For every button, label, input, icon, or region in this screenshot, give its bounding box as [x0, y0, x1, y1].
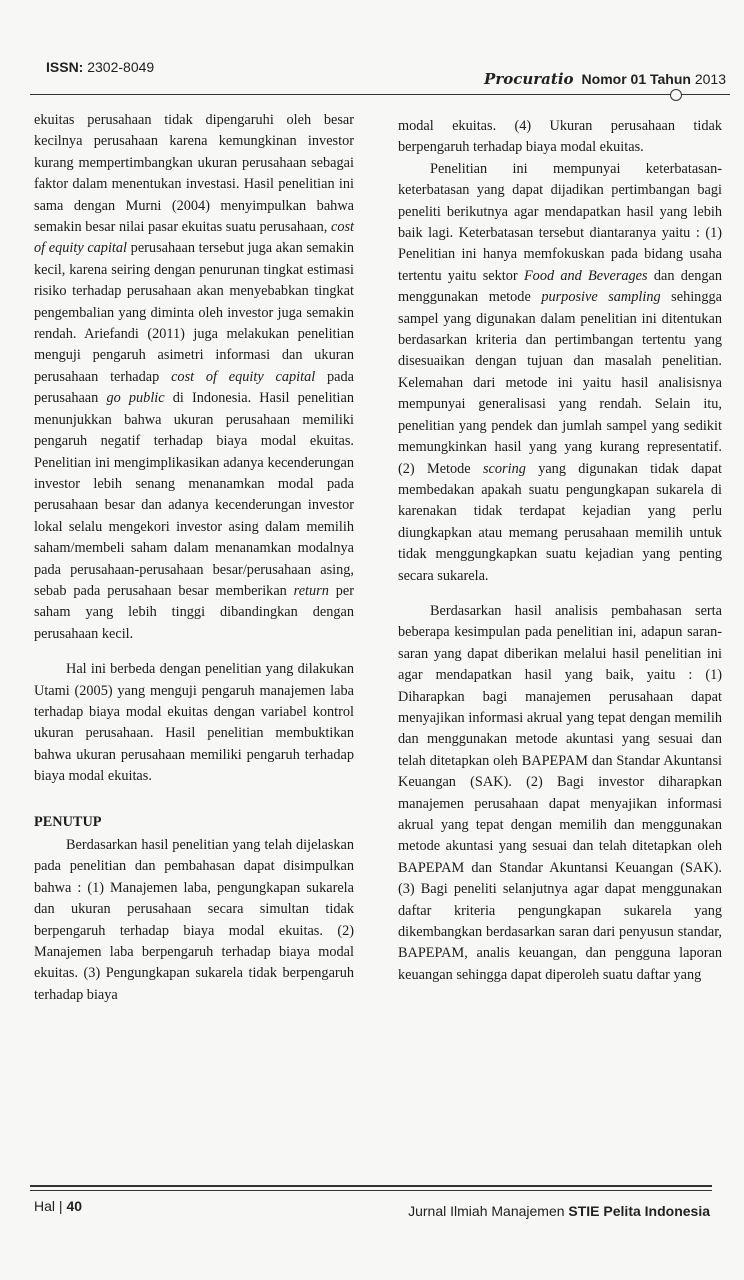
left-paragraph-2: Hal ini berbeda dengan penelitian yang dilakukan Utami (2005) yang menguji pengaruh manajemen laba terhadap biaya modal ekuitas dengan variabel kontrol ukuran perusahaan. Hasil penelitian membuktikan bahwa ukuran perusahaan memiliki pengaruh terhadap biaya modal ekuitas.: [34, 661, 354, 785]
section-heading-penutup: PENUTUP: [34, 813, 102, 830]
issn-value: 2302-8049: [87, 59, 155, 75]
issn-label: ISSN:: [46, 59, 84, 75]
issn: [46, 59, 154, 75]
journal-header: [484, 70, 726, 88]
right-paragraph-3: Berdasarkan hasil analisis pembahasan serta beberapa kesimpulan pada penelitian ini, adapun saran-saran yang dapat diberikan melalui hasil penelitian ini agar mendapatkan hasil yang baik, yaitu : (1) Diharapkan bagi manajemen perusahaan dapat menyajikan informasi akrual yang tepat dengan memilih dan menggunakan metode akuntasi yang sesuai dan telah ditetapkan oleh BAPEPAM dan Standar Akuntansi Keuangan (SAK). (2) Bagi investor diharapkan manajemen perusahaan dapat menyajikan informasi akrual yang tepat dengan memilih dan menggunakan metode akuntasi yang sesuai dan telah ditetapkan oleh BAPEPAM dan Standar Akuntansi Keuangan (SAK). (3) Bagi peneliti selanjutnya agar dapat menggunakan daftar kriteria pengungkapan sukarela yang dikembangkan berdasarkan saran dari penyusun standar, BAPEPAM, analis keuangan, dan pengguna laporan keuangan sehingga dapat diperoleh suatu daftar yang: [398, 602, 722, 983]
right-paragraph-1: modal ekuitas. (4) Ukuran perusahaan tidak berpengaruh terhadap biaya modal ekuitas.: [398, 118, 722, 156]
footer-journal-name: Jurnal Ilmiah Manajemen STIE Pelita Indonesia: [408, 1203, 710, 1219]
left-paragraph-1: ekuitas perusahaan tidak dipengaruhi oleh besar kecilnya perusahaan karena kemungkinan investor kurang mempertimbangkan ukuran perusahaan sebagai faktor dalam menentukan investasi. Hasil penelitian ini sama dengan Murni (2004) menyimpulkan bahwa semakin besar nilai pasar ekuitas suatu perusahaan, cost of equity capital perusahaan tersebut juga akan semakin kecil, karena seiring dengan penurunan tingkat estimasi risiko terhadap perusahaan akan menyebabkan tingkat pengembalian yang diminta oleh investor juga semakin rendah. Ariefandi (2011) juga melakukan penelitian menguji pengaruh asimetri informasi dan ukuran perusahaan terhadap cost of equity capital pada perusahaan go public di Indonesia. Hasil penelitian menunjukkan bahwa ukuran perusahaan memiliki pengaruh negatif terhadap biaya modal ekuitas. Penelitian ini mengimplikasikan adanya kecenderungan investor lebih senang menanamkan modal pada perusahaan besar dan adanya kecenderungan investor lokal selalu mengekori investor asing dalam memilih saham/membeli saham dalam menanamkan modalnya pada perusahaan-perusahaan besar/perusahaan asing, sebab pada perusahaan besar memberikan return per saham yang lebih tinggi dibandingkan dengan perusahaan kecil.: [34, 112, 354, 642]
issue-number: Nomor 01 Tahun: [581, 71, 691, 87]
footer-rule: [30, 1185, 712, 1187]
issue-year: 2013: [694, 71, 726, 87]
left-column: [34, 110, 354, 1006]
header-rule: [30, 94, 730, 95]
right-column: [398, 116, 722, 986]
left-paragraph-3: Berdasarkan hasil penelitian yang telah dijelaskan pada penelitian dan pembahasan dapat disimpulkan bahwa : (1) Manajemen laba, pengungkapan sukarela dan ukuran perusahaan secara simultan tidak berpengaruh terhadap biaya modal ekuitas. (2) Manajemen laba berpengaruh terhadap biaya modal ekuitas. (3) Pengungkapan sukarela tidak berpengaruh terhadap biaya: [34, 837, 354, 1003]
journal-logo: Procuratio: [484, 70, 574, 88]
right-paragraph-2: Penelitian ini mempunyai keterbatasan-keterbatasan yang dapat dijadikan pertimbangan bagi peneliti berikutnya agar mendapatkan hasil yang lebih baik lagi. Keterbatasan tersebut diantaranya yaitu : (1) Penelitian ini hanya memfokuskan pada bidang usaha tertentu yaitu sektor Food and Beverages dan dengan menggunakan metode purposive sampling sehingga sampel yang digunakan dalam penelitian ini ditentukan berdasarkan kriteria dan pertimbangan tertentu yang disesuaikan dengan tujuan dan masalah penelitian. Kelemahan dari metode ini yaitu hasil analisisnya mempunyai generalisasi yang rendah. Selain itu, penelitian yang pendek dan jumlah sampel yang sedikit memungkinkan hasil yang yang kurang representatif. (2) Metode scoring yang digunakan tidak dapat membedakan apakah suatu pengungkapan sukarela di karenakan tidak terdapat kejadian yang perlu diungkapkan atau memang perusahaan memilih untuk tidak menggungkapkan suatu kejadian yang penting secara sukarela.: [398, 160, 723, 584]
page-number: Hal | 40: [34, 1198, 83, 1214]
footer-rule-thin: [30, 1190, 712, 1191]
header-rule-ornament: [670, 89, 682, 101]
